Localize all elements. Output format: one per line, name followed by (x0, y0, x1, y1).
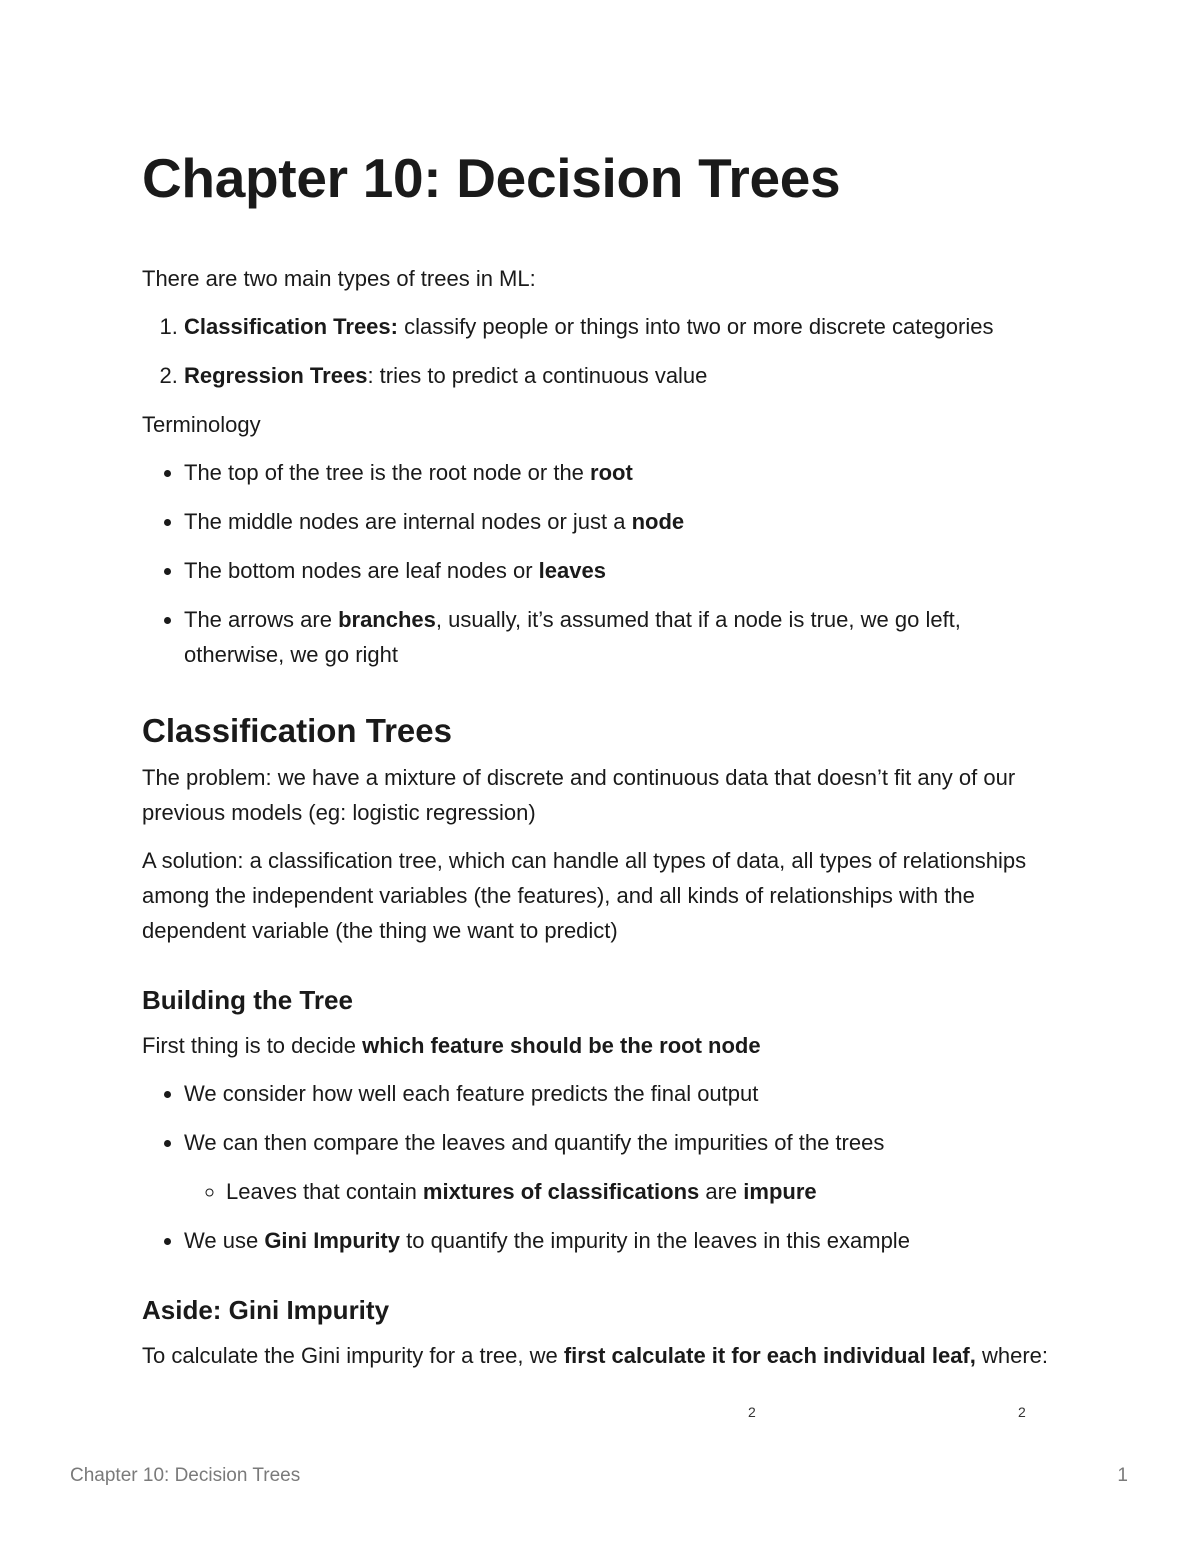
sub-bold: mixtures of classifications (422, 1179, 700, 1204)
sub-bold: impure (743, 1179, 817, 1204)
gini-text: where: (975, 1343, 1049, 1368)
problem-paragraph: The problem: we have a mixture of discrete and continuous data that doesn’t fit any of our previous models (eg: logistic regression) (142, 765, 1016, 825)
gini-paragraph (142, 1338, 1057, 1373)
cut-off-formula (0, 1400, 1200, 1418)
term-bold: node (631, 509, 685, 534)
list-item-text: We can then compare the leaves and quantify the impurities of the trees (184, 1130, 885, 1155)
building-intro-bold: which feature should be the root node (362, 1033, 761, 1058)
solution-paragraph: A solution: a classification tree, which can handle all types of data, all types of relationships among the independent variables (the features), and all kinds of relationships with the dependent variable (the thing we want to predict) (142, 848, 1027, 943)
list-item-bold: Gini Impurity (264, 1228, 400, 1253)
intro-paragraph: There are two main types of trees in ML: (142, 266, 536, 291)
term-text: The middle nodes are internal nodes or just a (184, 509, 632, 534)
list-item (184, 1223, 1057, 1258)
subsection-heading: Aside: Gini Impurity (142, 1295, 390, 1325)
terminology-list (142, 455, 1057, 672)
page-title: Chapter 10: Decision Trees (142, 147, 841, 209)
term-bold: branches (338, 607, 436, 632)
footer-page-number: 1 (1117, 1465, 1128, 1486)
document-page (142, 140, 1057, 1386)
list-item-text: We use (184, 1228, 265, 1253)
list-item (184, 553, 1057, 588)
tree-type-term: Classification Trees: (184, 314, 398, 339)
section-heading: Classification Trees (142, 712, 452, 749)
gini-text: To calculate the Gini impurity for a tree, we (142, 1343, 564, 1368)
tree-type-term: Regression Trees (184, 363, 368, 388)
footer-title: Chapter 10: Decision Trees (70, 1465, 301, 1486)
term-text: The top of the tree is the root node or the (184, 460, 591, 485)
building-intro-text: First thing is to decide (142, 1033, 363, 1058)
list-item (184, 309, 1057, 344)
tree-type-text: classify people or things into two or more discrete categories (397, 314, 994, 339)
list-item (184, 358, 1057, 393)
tree-types-list (142, 309, 1057, 393)
tree-type-text: : tries to predict a continuous value (367, 363, 708, 388)
list-item (184, 504, 1057, 539)
list-item (226, 1174, 1057, 1209)
nested-list (184, 1174, 1057, 1209)
terminology-label: Terminology (142, 412, 261, 437)
formula-superscript: 2 (748, 1404, 756, 1418)
building-intro (142, 1028, 1057, 1063)
term-bold: root (590, 460, 633, 485)
list-item (184, 602, 1057, 672)
term-text: The arrows are (184, 607, 339, 632)
list-item: • We consider how well each feature predicts the final output (184, 1076, 1057, 1111)
list-item (184, 455, 1057, 490)
list-item-text: to quantify the impurity in the leaves in this example (400, 1228, 910, 1253)
term-text: , usually, it’s assumed that if a node is true, we go left, otherwise, we go right (184, 607, 961, 667)
gini-bold: first calculate it for each individual leaf, (563, 1343, 976, 1368)
term-text: The bottom nodes are leaf nodes or (184, 558, 539, 583)
list-item (184, 1125, 1057, 1209)
sub-text: are (699, 1179, 744, 1204)
sub-text: Leaves that contain (226, 1179, 423, 1204)
subsection-heading: Building the Tree (142, 985, 353, 1015)
building-list (142, 1076, 1057, 1258)
formula-superscript: 2 (1018, 1404, 1026, 1418)
term-bold: leaves (538, 558, 606, 583)
